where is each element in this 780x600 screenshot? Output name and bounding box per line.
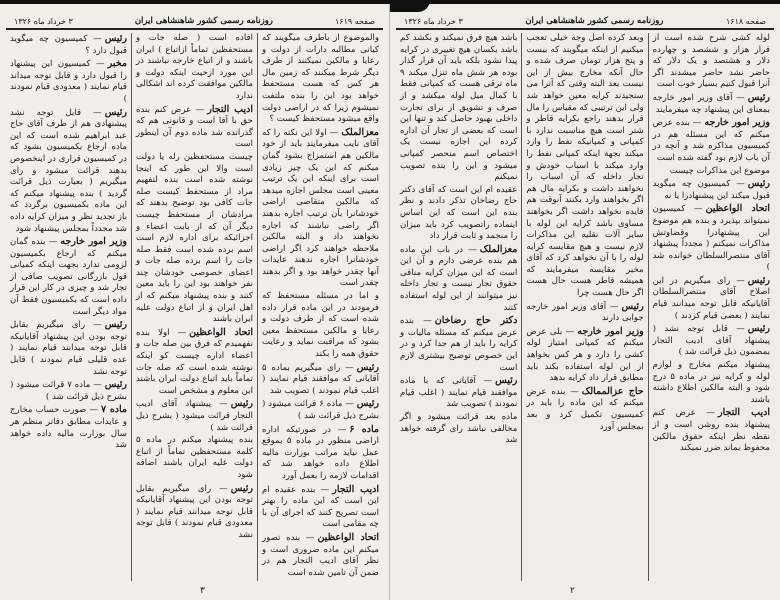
speaker-name: رئیس — [356, 361, 379, 373]
paragraph-text: — کمیسیون چه میگوید قبول دارد ؟ — [10, 34, 127, 56]
speaker-name: ماده ۶ — [349, 423, 380, 435]
paragraph — [262, 33, 379, 126]
paragraph-text: — بنده تصور میکنم این ماده ضروری است و نظر آقای ادیب التجار هم در ضمن آن تامین شده است — [262, 532, 379, 578]
paragraph-text: — کمیسیون این پیشنهاد را قبول دارد و قابل توجه میداند قیام نمایند ( معدودی قیام نمودند ) — [10, 59, 127, 104]
speaker-name: رئیس — [356, 398, 380, 410]
paragraph — [653, 360, 770, 406]
speaker-name: معزالملک — [341, 126, 379, 138]
paragraph-text: والموضوع از باطرف میگویند که کیانی مطالبه دارات از دولت و رعایا و مالکین نمیکنند از طرف دیگر شرط میکنند که زمین مال هر کس که هست مستحفظ خواهد بود این را بنده ملتفت نمیشوم زیرا که در اراضی دولت واقع میشود مستحفظ کیست ؟ — [262, 33, 379, 125]
page-header — [396, 8, 774, 30]
paragraph — [136, 398, 253, 434]
speaker-name: اتحاد الواعظین — [317, 531, 379, 543]
paragraph-text: لوله کشی شرح شده است از قرار هزار و ششصد و چهارده دلار و هشتصد و یک دلار که حاضر نشد حاضر میشدند اگر آنرا قبول کنیم بسیار خوب است — [652, 33, 770, 90]
paragraph-text: — بنده عرض میکنم که مسئله مالیات و کرایه را باید از هم جدا کرد و در این خصوص توضیح بیشتری لازم است — [400, 316, 518, 373]
paragraph-text: — ماده ۷ قرائت میشود ( بشرح ذیل قرائت شد ) — [10, 380, 127, 402]
paragraph — [136, 327, 253, 398]
speaker-name: وزیر امور خارجه — [60, 236, 127, 248]
newspaper-title: روزنامه رسمی کشور شاهنشاهی ایران — [134, 16, 273, 26]
paragraph — [400, 185, 517, 243]
paragraph — [653, 92, 770, 116]
speaker-name: معزالملک — [479, 243, 518, 255]
paragraph — [653, 203, 770, 274]
paragraph-text: — بنده عرض میکنم که این ماده را باید در کمیسیون تکمیل کرد و بعد بمجلس آورد — [526, 386, 644, 432]
speaker-name: رئیس — [104, 319, 127, 331]
page-number: صفحه ۱۶۱۸ — [725, 17, 766, 26]
text-column — [131, 33, 257, 581]
text-column — [521, 33, 647, 581]
paragraph — [262, 362, 379, 398]
page-header — [6, 8, 383, 30]
paragraph — [262, 127, 379, 290]
speaker-name: ماده ۷ — [101, 404, 128, 416]
speaker-name: مخبر — [107, 58, 127, 70]
paragraph — [400, 315, 517, 374]
paragraph-text: باشد هیچ فرق نمیکند و بکشد کم باشد یکسان هیچ تغییری در کرایه پیدا نشود بلکه باید آن قرار گذار بوده هر شش ماه تنزل میکند ۹ ماه ترقی هست که کمپانی فقط با کمال میل لوله میکشد و از صرف و تشویق از برای تجارت داخلی بهبود حاصل کند و تنها این است که بعضی از تجار آن اداره کرده این اجازه نیست یک اختصاص اسم منحصر کمپانی میشود و این را بنده تصویب نمیکنم — [400, 33, 518, 183]
paragraph — [526, 386, 643, 433]
speaker-name: رئیس — [495, 375, 518, 387]
paragraph-text: — آقای وزیر امور خارجه جوابی دارند — [526, 301, 644, 324]
speaker-name: رئیس — [104, 33, 127, 44]
paragraph — [262, 398, 379, 422]
paragraph — [262, 484, 379, 531]
paragraph — [653, 33, 770, 91]
text-column — [257, 33, 383, 581]
paragraph-text: — بنده عرض میکنم که این مسئله هم در کمیسیون مذاکره شد و آنچه در آن باب لازم بود گفته شده است — [652, 118, 770, 163]
paragraph — [136, 104, 253, 151]
paragraph-text: وبعد کرده اصل وجه خیلی تعجب میکنیم از اینکه میگویند که بیست و پنج هزار تومان صرف شده و حال آنکه مخارج بیش از این نیست بعد البته وقتی که آنرا می سنجیدند کرایه معین خواهد شد ولی این ترتیبی که مقیاس را مال قرار بدهند راجع بکرایه قاطر و شتر است هیچ مناسبت ندارد با کمپانی و کمپانیکه نفط را وارد میکند بجهة اینکه کمپانی نفط را وارد میکند با اسباب خودش و تجار داخله که آن اسباب را نخواهند داشت و بکرایه مال هم اگر بخواهند وارد بکنند آنوقت هم فایده نخواهد داشت اگر بخواهند مساوی باشد کرایه این لوله با سایر آلات نقلیه این مذاکرات لازم نیست و هیچ مقایسه کرایه لوله را با آن نخواهد کرد که آقای مخبر مقایسه میفرمایند که همیشه قاطر هست حال هست اگر حال هست چرا — [526, 33, 644, 299]
page-number: صفحه ۱۶۱۹ — [334, 17, 375, 26]
paragraph-text: — بنده گمان میکنم که ارجاع بکمیسیون لزومی ندارد بجهت اینکه کمیانی قول بازرگانی تصویب صافی از تجار شد و چیزی در کار این قرار داده است که بکمیسیون فقط آن مواد دیگر است — [10, 237, 127, 317]
paragraph — [400, 412, 517, 447]
paragraph-text: افاده است ( صله جات و مستحفظین تماماً ازاتباع ) ایران باشند و از اتباع خارجه نباشند در این مورد ازحیث اینکه دولت و مالکین موافقت کرده اند اشکالی ندارد — [136, 33, 253, 101]
speaker-name: رئیس — [747, 274, 770, 286]
paragraph-text: بنده پیشنهاد میکنم در ماده ۵ کلمه مستحفظین تماماً از اتباع دولت علیه ایران باشند اضافه شود — [136, 435, 253, 480]
speaker-name: اتحاد الواعظین — [705, 203, 770, 215]
speaker-name: رئیس — [230, 482, 253, 494]
paragraph — [136, 483, 253, 542]
paragraph — [653, 117, 770, 164]
paragraph-text: — در صورتیکه اداره اراضی منظور در ماده ۵ بموقع عمل نیاید مراتب بوزارت مالیه اطلاع داده خواهد شد که اقدامات لازمه را بعمل آورد — [262, 424, 379, 481]
paragraph — [10, 236, 127, 318]
paragraph — [10, 379, 127, 403]
paragraph — [10, 107, 127, 236]
paragraph-text: — قابل توجه نشد ( پیشنهاد آقای ادیب التجار بمضمون ذیل قرائت شد ) — [652, 324, 770, 358]
paragraph — [10, 319, 127, 378]
paragraph-text: — عرض کنم بنده حق با آقا است و قانونی هم که گذرانده شد ماده دوم آن اینطور است — [136, 104, 253, 150]
text-column — [396, 33, 521, 581]
paragraph-text: — عرض کنم پیشنهاد بنده روشن است و از نقطه نظر اینکه حقوق مالکین محفوظ بماند ضرر نمیکند — [652, 408, 770, 454]
speaker-name: ادیب التجار — [332, 483, 379, 495]
text-columns — [6, 33, 383, 581]
speaker-name: اتحاد الواعظین — [189, 326, 253, 338]
paragraph-text: — پیشنهاد آقای ادیب التجار قرائت میشود ( بشرح ذیل قرائت شد ) — [136, 399, 253, 433]
paragraph-text: — آقای وزیر امور خارجه بمعنای این پیشنهاد چه میفرمایند — [652, 92, 770, 115]
text-column — [648, 33, 774, 581]
paragraph — [400, 33, 517, 184]
speaker-name: دکتر حاج رضاخان — [434, 315, 518, 327]
paragraph — [262, 291, 379, 361]
paragraph-text: — در باب این ماده هم بنده عرضی دارم و آن این است که این میزان کرایه منافی حقوق تجار نیست و تجار داخله نیز میتوانند از این لوله استفاده کنند — [400, 244, 518, 313]
paragraph — [136, 33, 253, 103]
paragraph — [10, 404, 127, 451]
paragraph — [400, 244, 517, 315]
paragraph — [136, 152, 253, 326]
speaker-name: رئیس — [621, 300, 644, 312]
paragraph — [653, 323, 770, 359]
page-footer-number: ۳ — [200, 586, 205, 596]
text-columns — [396, 33, 774, 581]
paragraph-text: و اما در مسئله مستحفظ که فرمودند در این ماده قرار داده شده است که از طرف دولت و رعایا و مالکین مستحفظ معین بشود که مراقبت نماید و رعایت حقوق همه را بکند — [262, 291, 379, 360]
speaker-name: رئیس — [747, 323, 770, 335]
paragraph-text: — رای میگیریم در این اصلاح آقای منتصرالسلطان آقایانیکه قابل توجه میدانند قیام نمایند ( بعضی قیام کردند ) — [652, 275, 770, 321]
paragraph-text: — آقایانی که با ماده موافقند قیام نمایند ( اغلب قیام نمودند ) تصویب شد — [400, 376, 518, 410]
issue-date: ۳ خرداد ماه ۱۳۲۶ — [404, 17, 463, 26]
speaker-name: رئیس — [230, 398, 253, 410]
paragraph — [400, 375, 517, 411]
paragraph-text: موضوع این مذاکرات چیست — [669, 165, 770, 176]
paragraph — [10, 33, 127, 57]
paragraph-text: — کمیسیون چه میگوید قبول میکند این پیشنهادرا یا نه — [652, 179, 770, 201]
speaker-name: رئیس — [747, 91, 770, 103]
newspaper-title: روزنامه رسمی کشور شاهنشاهی ایران — [525, 16, 664, 26]
paragraph-text: پیشنهاد میکنم مخارج و لوازم لوله و کرایه نیز در ماده ۵ درج شود و البته مالکین اطلاع داشته باشند — [652, 360, 770, 405]
paragraph — [653, 166, 770, 178]
text-column — [6, 33, 131, 581]
paragraph-text: — اولا بنده نفهمیدم که فرق بین صله جات و اعضاء اداره چیست کو اینکه نوشته شده است که صله جات تماماً باید اتباع دولت ایران باشند این معلوم و مشخص است — [136, 327, 253, 396]
paragraph — [653, 178, 770, 202]
paragraph — [653, 407, 770, 454]
paragraph-text: — ماده ۶ قرائت میشود ( بشرح ذیل قرائت شد ) — [262, 399, 379, 421]
speaker-name: وزیر امور خارجه — [577, 325, 644, 337]
speaker-name: رئیس — [747, 178, 770, 190]
paragraph-text: — رای میگیریم بماده ۵ آقایانی که موافقند قیام نمایند ( اغلب قیام نمودند ) تصویب شد — [262, 362, 379, 396]
paragraph-text: عقیده ام این است که آقای دکتر حاج رضاخان تذکر دادند و نظر بنده این است که این اساس اینماده راتصویب کرد باید میزان را منجمد و ثابت قرار داد — [400, 184, 518, 242]
speaker-name: ادیب التجار — [718, 407, 770, 419]
paragraph — [136, 435, 253, 481]
paragraph — [262, 424, 379, 483]
paragraph — [526, 326, 643, 385]
speaker-name: ادیب التجار — [207, 103, 253, 115]
paragraph-text: — بنده عقیده ام این است که این ماده را بهتر است تصریح کنند که اجرای آن با چه مقامی است — [262, 484, 379, 530]
paragraph — [262, 532, 379, 579]
page-footer-number: ۲ — [570, 586, 575, 596]
page-right — [390, 0, 780, 600]
paragraph-text: — رای میگیریم بقابل توجه بودن این پیشنهاد آقایانیکه قابل توجه میدانند قیام نمایند ( عده قلیلی قیام نمودند ) قابل توجه نشد — [10, 320, 127, 377]
paragraph-text: ماده بعد قرائت میشود و اگر مخالفی نباشد رای گرفته خواهد شد — [400, 412, 518, 446]
paragraph-text: — اولا این نکته را که آقای نایب میفرمایند باید از خود مالکین هم استمزاج بشود گمان میکنم که این یک چیز زیادی است برای اینکه این یک ترتیب معینی است مجلس اجازه میدهد که مالکین متقاضی اراضی خودشانرا بآن ترتیب اجاره بدهند اگر راضی نباشند که اجاره نخواهند داد و البته مالکین ملاحظه خواهند کرد اگر اراضی خودشانرا اجاره ندهند عایدات آنها چقدر خواهد بود و اگر بدهند چقدر است — [262, 127, 379, 289]
scan-fold-shadow — [390, 0, 430, 12]
paragraph-text: چیست مستحفظین رله یا دولت است والا این طور که اینجا نوشته شده است بنده لتفهیم مراد از مستحفظ کیست صله جات کافی بود توضیح بدهند که مرادشان از مستحفظ چیست دیگر آن که از بابت اعضاء و اجزائیکه برای اداره لازم است اسم برده شده است فقط صله جات را اسم برده صله جات و اعضای خصوصی خودشان چند نفر خواهند بود این را باید معین کنند و بنده پیشنهاد میکنم که از اهل ایران و از اتباع دولت علیه ایران باشند — [136, 151, 253, 325]
paragraph — [653, 275, 770, 322]
paragraph-text: — رای میگیریم بقابل توجه بودن این پیشنهاد آقایانیکه قابل توجه میدانند قیام نمایند ( معدودی قیام نمودند ) قابل توجه نشد — [136, 483, 253, 540]
paragraph — [526, 301, 643, 325]
paragraph — [526, 33, 643, 300]
speaker-name: رئیس — [104, 379, 128, 391]
paragraph — [10, 58, 127, 105]
paragraph-text: — قابل توجه نشد پیشنهادی هم از طرف آقای حاج عبد ابراهیم شده است که این ماده ارجاع بکمیسیون بشود که در کمیسیون قراری در اینخصوص بدهند قرائت میشود و رای میگیریم ( بعبارت ذیل قرائت گردید ) بنده پیشنهاد میکنم که این ماده بکمیسیون برگردد که باز تجدید نظر و میزان کرایه داده شد مجدداً بمجلس پیشنهاد شود — [10, 107, 127, 234]
issue-date: ۳ خرداد ماه ۱۳۲۶ — [14, 17, 73, 26]
speaker-name: حاج عزالممالک — [581, 385, 644, 397]
paragraph-text: — صورت حساب مخارج و عایدات مطابق دفاتر منظم هر سال بوزارت مالیه داده خواهد شد — [10, 405, 127, 451]
paragraph-text: — کمیسیون نمیتواند بپذیرد و بنده هم موضوع این پیشنهادرا وقضاوتش مذاکرات نمیکنم ( مجدداً پیشنهاد آقای منتصرالسلطان خوانده شد ) — [652, 204, 770, 273]
paragraph-text: — بلی عرض میکنم که کمپانی امتیاز لوله کشی را دارد و هر کس بخواهد از این لوله استفاده بکند باید مطابق قرار داد کرایه بدهد — [526, 326, 644, 384]
speaker-name: وزیر امور خارجه — [704, 117, 770, 129]
speaker-name: رئیس — [104, 106, 127, 118]
